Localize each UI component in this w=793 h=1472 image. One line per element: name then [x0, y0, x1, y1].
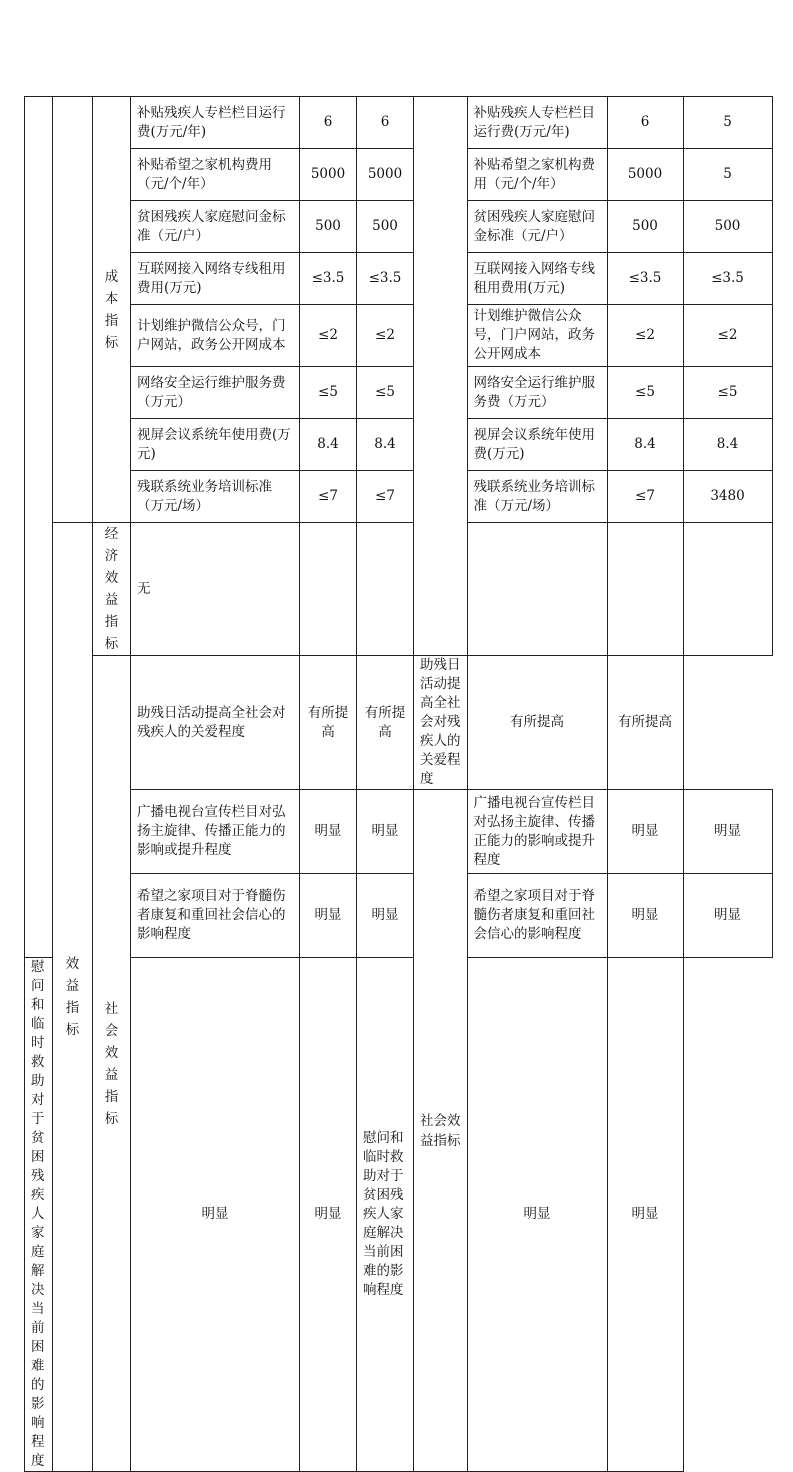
actual-value: 500 — [357, 201, 414, 253]
target-value: 6 — [300, 97, 357, 149]
table-row — [25, 471, 773, 523]
target-value-2: ≤5 — [607, 367, 683, 419]
indicator-name-2: 慰问和临时救助对于贫困残疾人家庭解决当前困难的影响程度 — [357, 958, 414, 1472]
indicator-name-2: 计划维护微信公众号，门户网站，政务公开网成本 — [467, 305, 607, 367]
target-value: 有所提高 — [300, 656, 357, 790]
actual-value-2: 3480 — [683, 471, 772, 523]
social-benefit-label: 社会效益指标 — [93, 656, 131, 1472]
actual-value: ≤2 — [357, 305, 414, 367]
indicator-name: 希望之家项目对于脊髓伤者康复和重回社会信心的影响程度 — [131, 874, 300, 958]
indicator-name-2: 视屏会议系统年使用费(万元) — [467, 419, 607, 471]
actual-value: 6 — [357, 97, 414, 149]
performance-indicator-table — [24, 96, 773, 1472]
economic-benefit-value: 无 — [131, 523, 300, 656]
actual-value-2: 500 — [683, 201, 772, 253]
actual-value: 明显 — [357, 790, 414, 874]
empty-cell — [607, 523, 683, 656]
actual-value-2: 5 — [683, 97, 772, 149]
table-row — [25, 419, 773, 471]
actual-value: 明显 — [357, 874, 414, 958]
actual-value-2: 明显 — [683, 874, 772, 958]
actual-value-2: ≤3.5 — [683, 253, 772, 305]
benefit-group-label: 效益指标 — [53, 523, 93, 1472]
indicator-name-2: 贫困残疾人家庭慰问金标准（元/户） — [467, 201, 607, 253]
target-value-2: 明显 — [607, 874, 683, 958]
level2-blank-cell — [53, 97, 93, 523]
indicator-name-2: 补贴残疾人专栏栏目运行费(万元/年) — [467, 97, 607, 149]
table-row — [25, 523, 773, 656]
actual-value: ≤5 — [357, 367, 414, 419]
actual-value-2: 8.4 — [683, 419, 772, 471]
table-row — [25, 149, 773, 201]
target-value: ≤7 — [300, 471, 357, 523]
cost-group-label: 成本指标 — [93, 97, 131, 523]
target-value-2: 8.4 — [607, 419, 683, 471]
empty-cell — [683, 523, 772, 656]
social-benefit-label-2: 社会效益指标 — [414, 790, 468, 1472]
empty-cell — [300, 523, 357, 656]
target-value-2: ≤3.5 — [607, 253, 683, 305]
target-value-2: 明显 — [607, 790, 683, 874]
target-value: 5000 — [300, 149, 357, 201]
indicator-name: 网络安全运行维护服务费（万元） — [131, 367, 300, 419]
actual-value-2: ≤2 — [683, 305, 772, 367]
indicator-name: 慰问和临时救助对于贫困残疾人家庭解决当前困难的影响程度 — [25, 958, 53, 1472]
economic-benefit-label: 经济效益指标 — [93, 523, 131, 656]
actual-value-2: ≤5 — [683, 367, 772, 419]
target-value-2: 明显 — [467, 958, 607, 1472]
actual-value-2: 明显 — [607, 958, 683, 1472]
actual-value-2: 5 — [683, 149, 772, 201]
target-value: 明显 — [131, 958, 300, 1472]
indicator-name-2: 互联网接入网络专线租用费用(万元) — [467, 253, 607, 305]
target-value-2: 6 — [607, 97, 683, 149]
target-value-2: ≤2 — [607, 305, 683, 367]
actual-value: 明显 — [300, 958, 357, 1472]
indicator-name-2: 补贴希望之家机构费用（元/个/年） — [467, 149, 607, 201]
actual-value: ≤3.5 — [357, 253, 414, 305]
indicator-name-2: 助残日活动提高全社会对残疾人的关爱程度 — [414, 656, 468, 790]
table-row — [25, 367, 773, 419]
empty-cell — [467, 523, 607, 656]
actual-value: 有所提高 — [357, 656, 414, 790]
indicator-name: 补贴残疾人专栏栏目运行费(万元/年) — [131, 97, 300, 149]
indicator-name: 残联系统业务培训标准（万元/场） — [131, 471, 300, 523]
indicator-name: 补贴希望之家机构费用（元/个/年） — [131, 149, 300, 201]
indicator-name-2: 网络安全运行维护服务费（万元） — [467, 367, 607, 419]
empty-cell — [357, 523, 414, 656]
target-value: ≤2 — [300, 305, 357, 367]
indicator-name: 计划维护微信公众号，门户网站，政务公开网成本 — [131, 305, 300, 367]
table-row — [25, 790, 773, 874]
table-row — [25, 253, 773, 305]
table-row — [25, 305, 773, 367]
target-value: ≤5 — [300, 367, 357, 419]
table-row — [25, 656, 773, 790]
target-value: 500 — [300, 201, 357, 253]
actual-value-2: 有所提高 — [607, 656, 683, 790]
indicator-name-2: 广播电视台宣传栏目对弘扬主旋律、传播正能力的影响或提升程度 — [467, 790, 607, 874]
target-value: ≤3.5 — [300, 253, 357, 305]
target-value-2: 5000 — [607, 149, 683, 201]
target-value: 明显 — [300, 790, 357, 874]
table-row — [25, 97, 773, 149]
indicator-name: 贫困残疾人家庭慰问金标准（元/户） — [131, 201, 300, 253]
level1-blank-cell — [25, 97, 53, 958]
actual-value: ≤7 — [357, 471, 414, 523]
table-row — [25, 201, 773, 253]
target-value: 8.4 — [300, 419, 357, 471]
secondary-blank-cell — [414, 97, 468, 656]
indicator-name: 视屏会议系统年使用费(万元) — [131, 419, 300, 471]
target-value-2: ≤7 — [607, 471, 683, 523]
indicator-name: 互联网接入网络专线租用费用(万元) — [131, 253, 300, 305]
target-value-2: 500 — [607, 201, 683, 253]
actual-value: 5000 — [357, 149, 414, 201]
target-value: 明显 — [300, 874, 357, 958]
target-value-2: 有所提高 — [467, 656, 607, 790]
actual-value-2: 明显 — [683, 790, 772, 874]
indicator-name-2: 残联系统业务培训标准（万元/场） — [467, 471, 607, 523]
table-row — [25, 958, 773, 1472]
indicator-name-2: 希望之家项目对于脊髓伤者康复和重回社会信心的影响程度 — [467, 874, 607, 958]
indicator-name: 广播电视台宣传栏目对弘扬主旋律、传播正能力的影响或提升程度 — [131, 790, 300, 874]
actual-value: 8.4 — [357, 419, 414, 471]
table-row — [25, 874, 773, 958]
indicator-name: 助残日活动提高全社会对残疾人的关爱程度 — [131, 656, 300, 790]
